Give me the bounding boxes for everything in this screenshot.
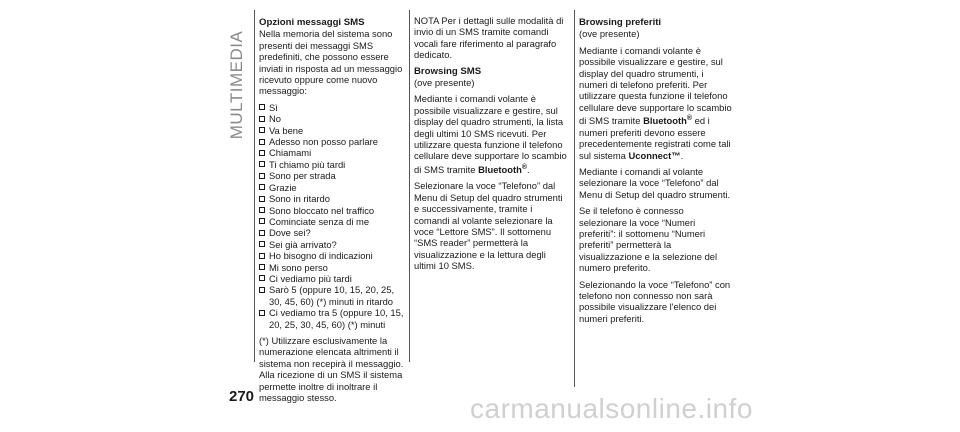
browsing-sms-paragraph-1-text: Mediante i comandi volante è possibile visualizzare e gestire, sul display del quadro strumenti, la lista degli ultimi 10 SMS ricevuti. Per utilizzare questa funzione il telefono cellulare deve supportare lo scambio di SMS tramite [414, 93, 567, 175]
list-item [259, 170, 406, 181]
list-item [259, 102, 406, 113]
uconnect-brand: Uconnect™ [628, 149, 681, 161]
checkbox-square-icon [259, 287, 265, 293]
checkbox-square-icon [259, 127, 265, 133]
bluetooth-brand: Bluetooth [478, 164, 522, 175]
checkbox-square-icon [259, 218, 265, 224]
watermark: carmanualsonline.info [470, 393, 753, 424]
checkbox-square-icon [259, 241, 265, 247]
sms-options-intro: Nella memoria del sistema sono presenti dei messaggi SMS predefiniti, che possono essere inviati in risposta ad un messaggio ricevuto oppure come nuovo messaggio: [259, 28, 403, 97]
list-item [259, 284, 406, 307]
browsing-sms-paragraph-2: Selezionare la voce “Telefono” dal Menu di Setup del quadro strumenti e successivamente, tramite i comandi al volante selezionare la voce “Lettore SMS”. Il sottomenu “SMS reader” permetterà la visualizzazione e la lettura degli ultimi 10 SMS. [414, 180, 563, 272]
list-item [259, 250, 406, 261]
list-item [259, 193, 406, 204]
list-item [259, 273, 406, 284]
list-item [259, 239, 406, 250]
list-item-text: Cominciate senza di me [269, 215, 370, 227]
checkbox-square-icon [259, 139, 265, 145]
browsing-favorites-paragraph-3: Se il telefono è connesso selezionare la voce “Numeri preferiti”: il sottomenu “Numeri preferiti” permetterà la visualizzazione e la selezione del numero preferito. [579, 205, 718, 274]
list-item-text: Ti chiamo più tardi [269, 158, 346, 170]
checkbox-square-icon [259, 150, 265, 156]
list-item-text: Ci vediamo tra 5 (oppure 10, 15, 20, 25, 30, 45, 60) (*) minuti [269, 307, 404, 330]
browsing-sms-paragraph-1-end: . [527, 164, 530, 175]
list-item [259, 227, 406, 238]
list-item-text: Sono per strada [269, 170, 336, 182]
column-browsing-sms [414, 15, 570, 277]
list-item [259, 113, 406, 124]
predefined-messages-list [259, 102, 406, 330]
checkbox-square-icon [259, 184, 265, 190]
browsing-favorites-subheading: (ove presente) [579, 28, 640, 40]
browsing-favorites-paragraph-2: Mediante i comandi al volante selezionare la voce “Telefono” dal Menu di Setup del quadro strumenti. [579, 166, 731, 200]
list-item-text: Adesso non posso parlare [269, 136, 378, 148]
browsing-favorites-paragraph-1-cont: ed i numeri preferiti devono essere precedentemente registrati come tali sul sistema [579, 115, 731, 161]
list-item-text: Dove sei? [269, 227, 311, 239]
section-side-tab-label: MULTIMEDIA [227, 30, 246, 140]
browsing-favorites-paragraph-1 [579, 45, 732, 161]
list-item [259, 125, 406, 136]
list-item [259, 262, 406, 273]
list-item-text: Sono bloccato nel traffico [269, 204, 375, 216]
list-item [259, 136, 406, 147]
checkbox-square-icon [259, 196, 265, 202]
checkbox-square-icon [259, 161, 265, 167]
list-item [259, 205, 406, 216]
browsing-sms-subheading: (ove presente) [414, 77, 475, 89]
checkbox-square-icon [259, 275, 265, 281]
list-item [259, 147, 406, 158]
browsing-sms-paragraph-1 [414, 93, 570, 175]
registered-mark: ® [521, 163, 528, 171]
column-divider-middle [409, 10, 410, 362]
checkbox-square-icon [259, 310, 265, 316]
list-item-text: Mi sono perso [269, 261, 328, 273]
checkbox-square-icon [259, 173, 265, 179]
column-browsing-favorites [579, 15, 732, 329]
sms-options-heading: Opzioni messaggi SMS [259, 17, 365, 28]
checkbox-square-icon [259, 207, 265, 213]
list-item-text: Ho bisogno di indicazioni [269, 250, 373, 262]
column-divider-right [574, 10, 575, 387]
list-item-text: Grazie [269, 181, 297, 193]
list-item-text: Sì [269, 101, 278, 113]
list-item-text: No [269, 113, 281, 125]
checkbox-square-icon [259, 230, 265, 236]
list-item [259, 307, 406, 330]
registered-mark: ® [686, 115, 693, 123]
voice-command-note: NOTA Per i dettagli sulle modalità di invio di un SMS tramite comandi vocali fare riferimento al paragrafo dedicato. [414, 15, 564, 61]
list-item-text: Ci vediamo più tardi [269, 272, 352, 284]
bluetooth-brand: Bluetooth [643, 115, 687, 127]
browsing-favorites-paragraph-1-end: . [680, 149, 684, 161]
list-item-text: Sono in ritardo [269, 193, 330, 205]
checkbox-square-icon [259, 253, 265, 259]
browsing-favorites-heading: Browsing preferiti [579, 17, 662, 28]
list-item [259, 182, 406, 193]
sms-options-footnote: (*) Utilizzare esclusivamente la numerazione elencata altrimenti il sistema non recepirà il messaggio. Alla ricezione di un SMS il sistema permette inoltre di inoltrare il messaggio stesso. [259, 334, 404, 403]
list-item-text: Va bene [269, 124, 304, 136]
section-side-tab [226, 30, 248, 140]
column-sms-options [259, 15, 406, 408]
page-number: 270 [229, 388, 255, 405]
checkbox-square-icon [259, 116, 265, 122]
list-item-text: Sei già arrivato? [269, 238, 337, 250]
checkbox-square-icon [259, 104, 265, 110]
checkbox-square-icon [259, 264, 265, 270]
list-item [259, 159, 406, 170]
list-item-text: Chiamami [269, 147, 312, 159]
browsing-favorites-paragraph-4: Selezionando la voce “Telefono” con telefono non connesso non sarà possibile visualizzare l'elenco dei numeri preferiti. [579, 278, 731, 324]
list-item-text: Sarò 5 (oppure 10, 15, 20, 25, 30, 45, 60) (*) minuti in ritardo [269, 284, 395, 307]
browsing-sms-heading: Browsing SMS [414, 65, 482, 77]
browsing-favorites-paragraph-1-text: Mediante i comandi volante è possibile visualizzare e gestire, sul display del quadro strumenti, i numeri di telefono preferiti. Per utilizzare questa funzione il telefono cellulare deve supportare lo scambio di SMS tramite [579, 44, 732, 127]
column-divider-left [254, 10, 255, 362]
list-item [259, 216, 406, 227]
